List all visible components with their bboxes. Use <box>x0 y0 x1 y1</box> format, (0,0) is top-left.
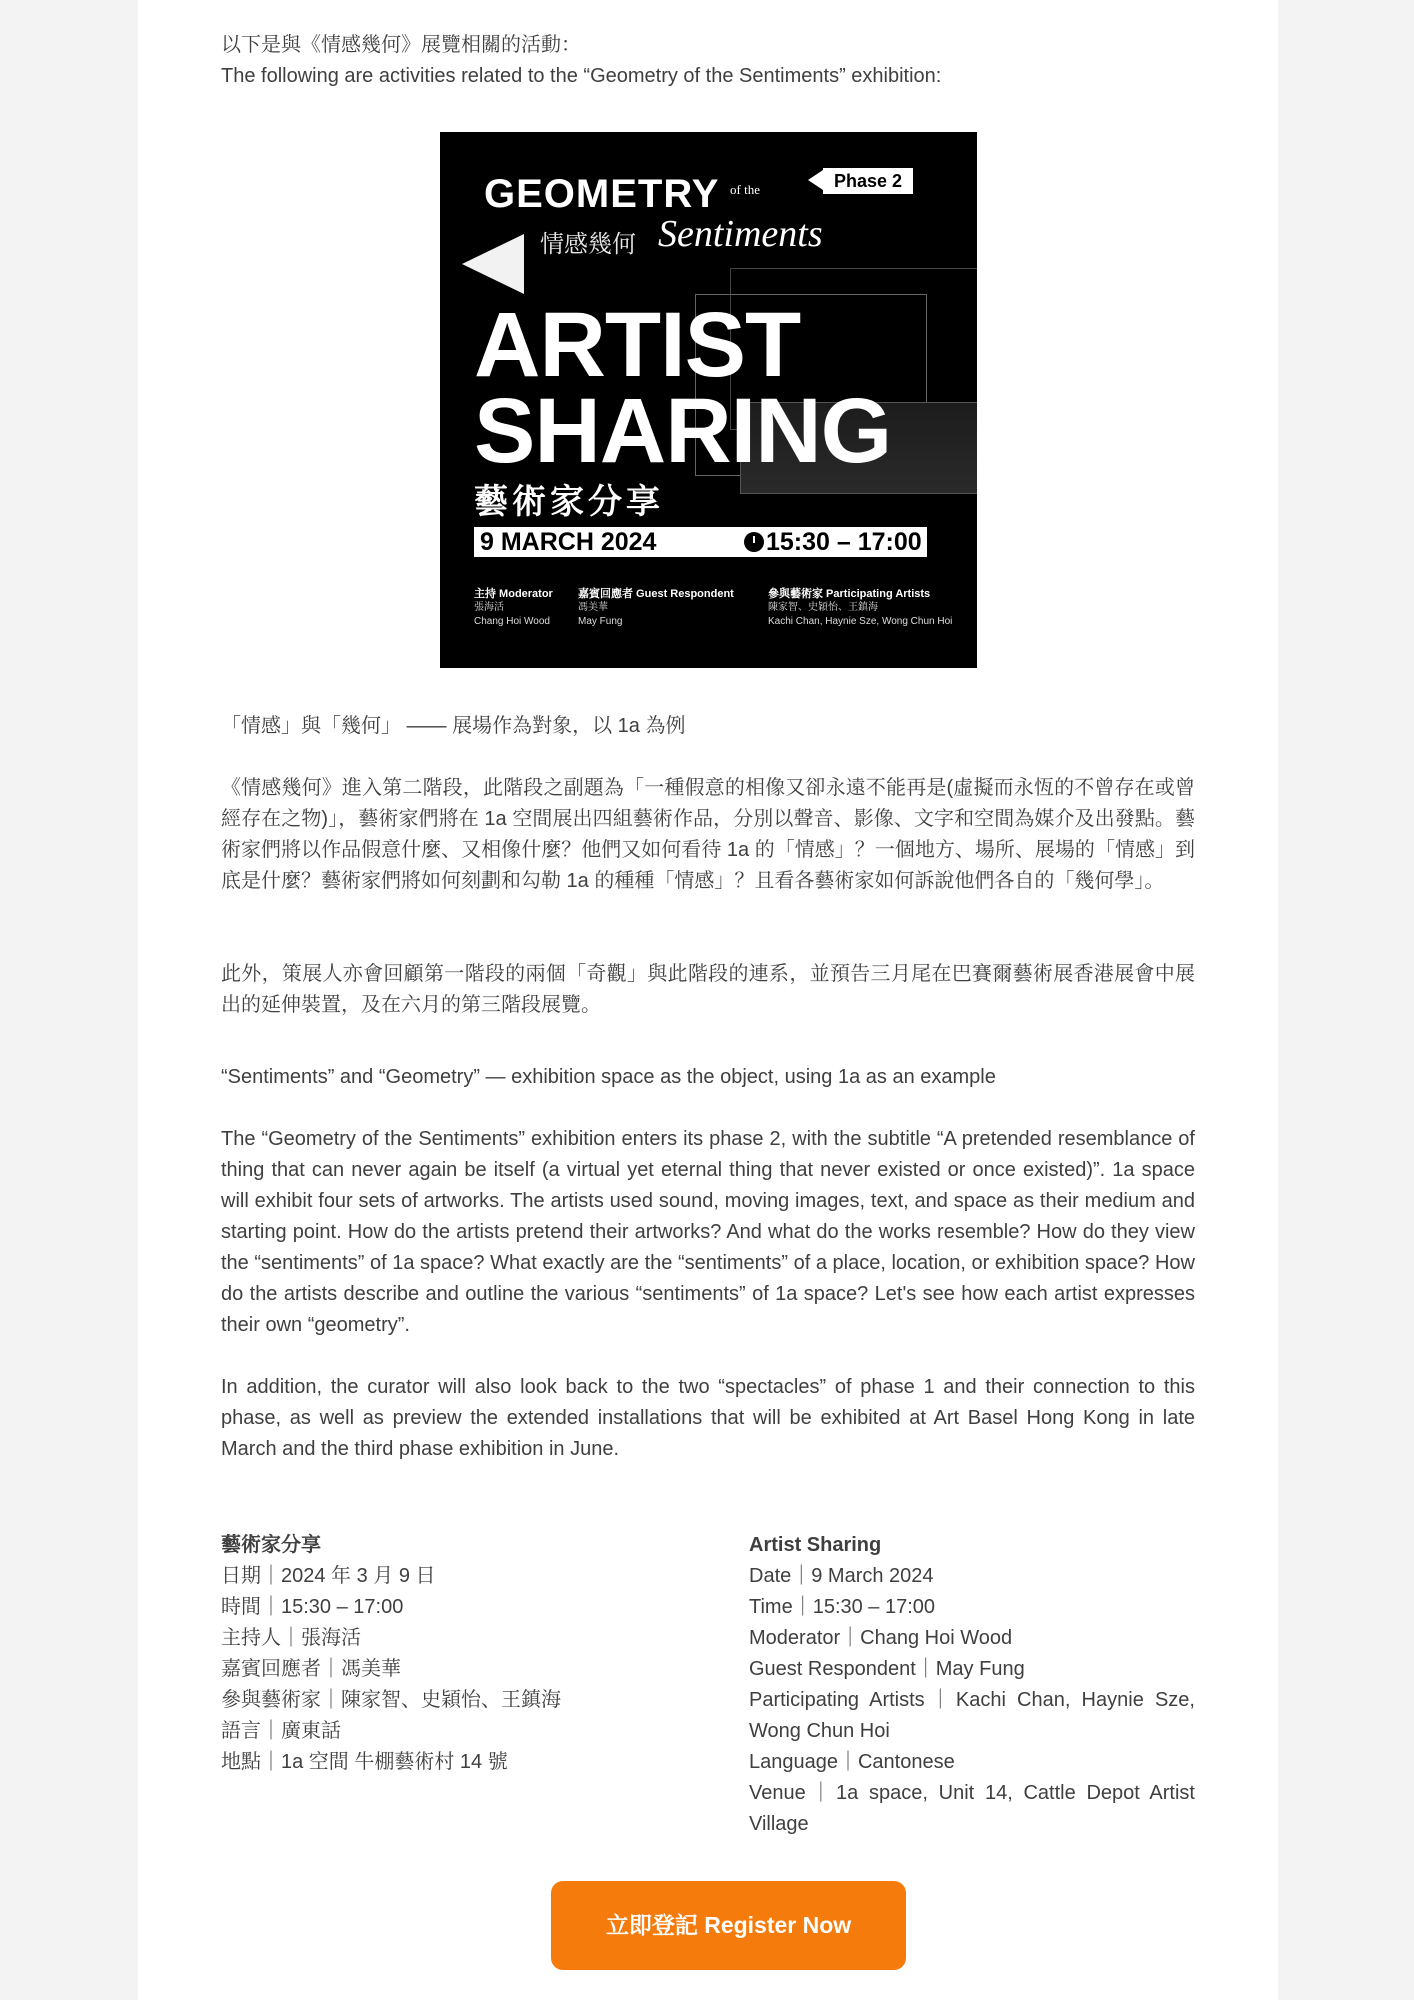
details-en-moderator: Moderator｜Chang Hoi Wood <box>749 1627 1013 1649</box>
details-zh-artists: 參與藝術家｜陳家智、史穎怡、王鎮海 <box>221 1689 561 1711</box>
poster-sentiments: Sentiments <box>658 213 823 255</box>
en-paragraph-2: In addition, the curator will also look back to the two “spectacles” of phase 1 and their connection to this phase, as well as preview the extended installations that will be exhibited at Art Basel Hong Kong in late March and the third phase exhibition in June. <box>221 1376 1195 1460</box>
details-en-date: Date｜9 March 2024 <box>749 1565 934 1587</box>
details-zh-moderator: 主持人｜張海活 <box>221 1627 361 1649</box>
poster-guest-en: May Fung <box>578 616 623 627</box>
poster-headline <box>474 294 892 482</box>
details-zh-guest: 嘉賓回應者｜馮美華 <box>221 1658 401 1680</box>
event-poster <box>440 132 977 668</box>
poster-phase-badge: Phase 2 <box>823 168 913 194</box>
poster-moderator-zh: 張海活 <box>474 602 504 613</box>
poster-moderator-label: 主持 Moderator <box>474 588 553 600</box>
details-zh-venue: 地點｜1a 空間 牛棚藝術村 14 號 <box>221 1751 508 1773</box>
triangle-icon <box>462 234 524 294</box>
phase-flag-icon <box>808 170 823 190</box>
details-zh-title: 藝術家分享 <box>221 1534 321 1556</box>
poster-headline-zh: 藝術家分享 <box>474 483 664 521</box>
details-en-title: Artist Sharing <box>749 1534 882 1556</box>
poster-zh-subtitle: 情感幾何 <box>540 230 636 258</box>
poster-artists-label: 參與藝術家 Participating Artists <box>768 588 931 600</box>
en-heading: “Sentiments” and “Geometry” — exhibition space as the object, using 1a as an example <box>221 1066 996 1088</box>
details-en <box>749 1530 1195 1840</box>
poster-time: 15:30 – 17:00 <box>766 528 922 556</box>
details-zh-date: 日期｜2024 年 3 月 9 日 <box>221 1565 436 1587</box>
poster-guest-zh: 馮美華 <box>578 602 608 613</box>
details-zh-language: 語言｜廣東話 <box>221 1720 341 1742</box>
poster-geometry-title: GEOMETRY <box>484 172 720 216</box>
zh-paragraph-2: 此外，策展人亦會回顧第一階段的兩個「奇觀」與此階段的連系，並預告三月尾在巴賽爾藝術展香港展會中展出的延伸裝置，及在六月的第三階段展覽。 <box>221 963 1195 1016</box>
zh-paragraph-1: 《情感幾何》進入第二階段，此階段之副題為「一種假意的相像又卻永遠不能再是(虛擬而永恆的不曾存在或曾經存在之物)」，藝術家們將在 1a 空間展出四組藝術作品，分別以聲音、影像、文字和空間為媒介及出發點。藝術家們將以作品假意什麼、又相像什麼？他們又如何看待 1a 的「情感」？一個地方、場所、展場的「情感」到底是什麼？藝術家們將如何刻劃和勾勒 1a 的種種「情感」？且看各藝術家如何訴說他們各自的「幾何學」。 <box>221 777 1195 892</box>
poster-guest-label: 嘉賓回應者 Guest Respondent <box>578 588 734 600</box>
intro-zh: 以下是與《情感幾何》展覽相關的活動： <box>221 34 581 56</box>
poster-date: 9 MARCH 2024 <box>480 528 657 556</box>
details-en-time: Time｜15:30 – 17:00 <box>749 1596 936 1618</box>
poster-headline-line2: SHARING <box>474 380 892 482</box>
details-en-guest: Guest Respondent｜May Fung <box>749 1658 1025 1680</box>
details-zh <box>221 1530 701 1778</box>
clock-icon <box>744 532 764 552</box>
poster-moderator <box>474 587 553 629</box>
poster-artists-zh: 陳家智、史穎怡、王鎮海 <box>768 602 878 613</box>
intro-en: The following are activities related to the “Geometry of the Sentiments” exhibition: <box>221 65 942 87</box>
details-en-venue: Venue｜1a space, Unit 14, Cattle Depot Artist Village <box>749 1782 1195 1835</box>
poster-headline-line1: ARTIST <box>474 294 801 396</box>
poster-of-the: of the <box>730 182 760 197</box>
poster-artists <box>768 587 952 629</box>
poster-artists-en: Kachi Chan, Haynie Sze, Wong Chun Hoi <box>768 616 953 627</box>
poster-guest <box>578 587 734 629</box>
poster-moderator-en: Chang Hoi Wood <box>474 616 550 627</box>
zh-heading: 「情感」與「幾何」 —— 展場作為對象，以 1a 為例 <box>221 715 686 737</box>
details-en-language: Language｜Cantonese <box>749 1751 955 1773</box>
register-now-button[interactable]: 立即登記 Register Now <box>551 1881 906 1970</box>
en-paragraph-1: The “Geometry of the Sentiments” exhibition enters its phase 2, with the subtitle “A pretended resemblance of thing that can never again be itself (a virtual yet eternal thing that never existed or once existed)”. 1a space will exhibit four sets of artworks. The artists used sound, moving images, text, and space as their medium and starting point. How do the artists pretend their artworks? And what do the works resemble? How do they view the “sentiments” of 1a space? What exactly are the “sentiments” of a place, location, or exhibition space? How do the artists describe and outline the various “sentiments” of 1a space? Let's see how each artist expresses their own “geometry”. <box>221 1128 1195 1336</box>
details-zh-time: 時間｜15:30 – 17:00 <box>221 1596 404 1618</box>
details-en-artists: Participating Artists｜Kachi Chan, Haynie Sze, Wong Chun Hoi <box>749 1689 1195 1742</box>
poster-date-bar <box>474 527 927 557</box>
